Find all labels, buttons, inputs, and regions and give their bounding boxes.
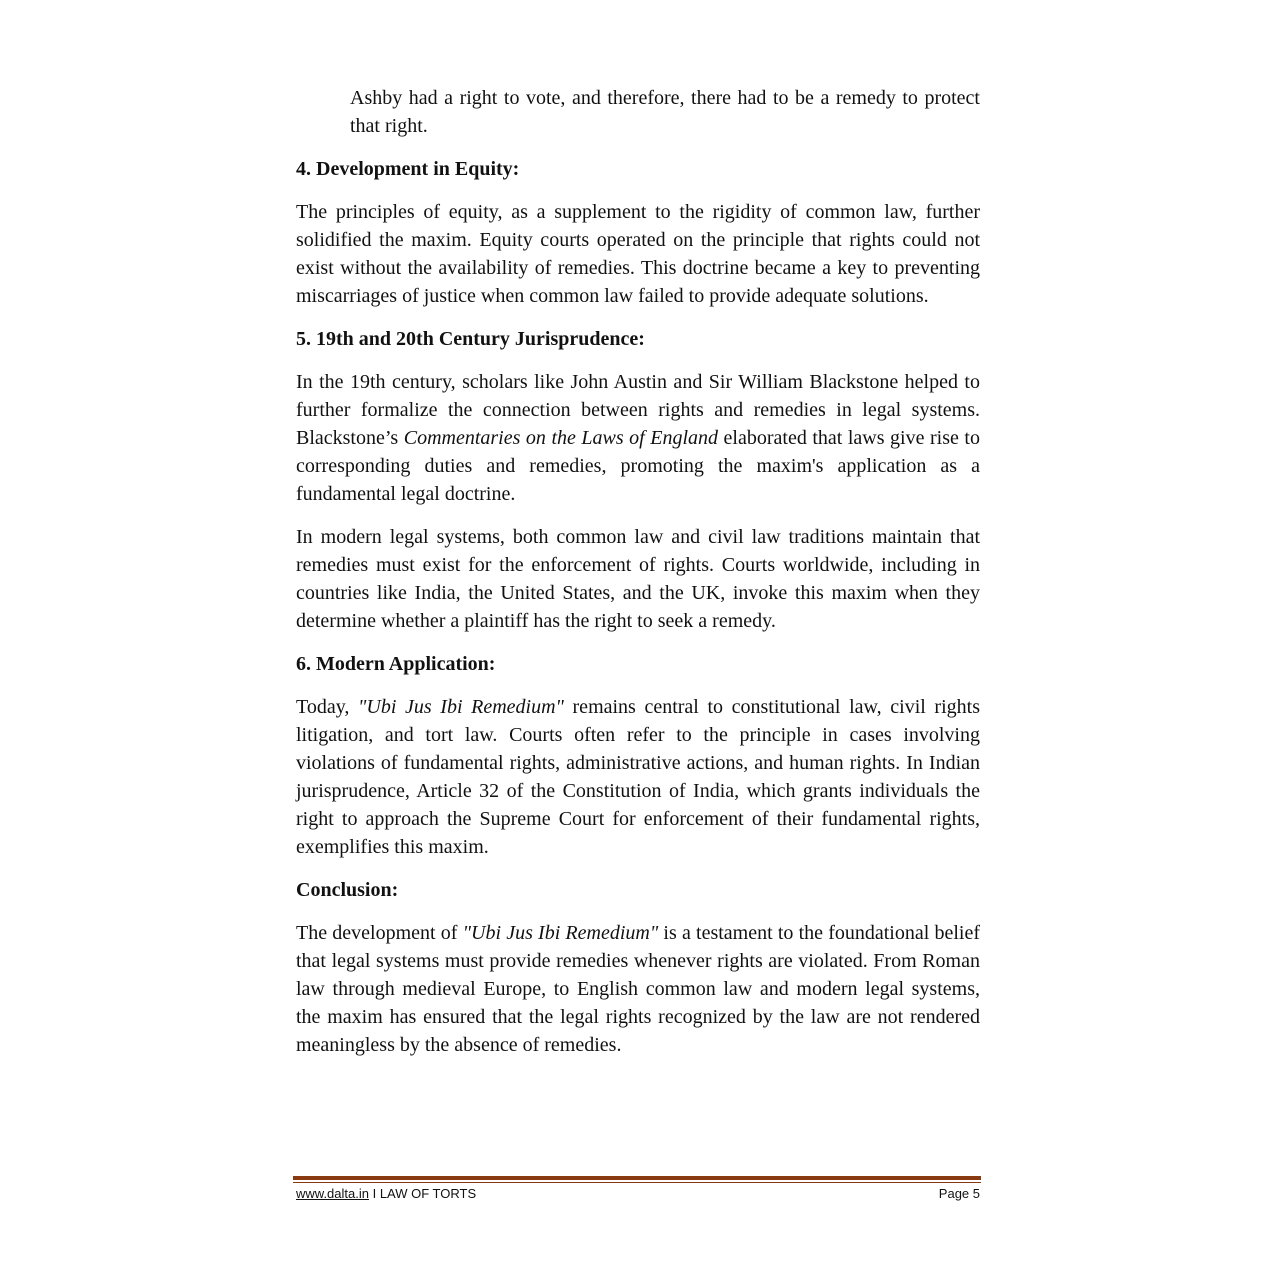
text-run: elaborated that laws give rise to corresponding duties and remedies, promoting the maxim's application as a fundamental legal doctrine. (296, 427, 980, 505)
text-run: Today, (296, 696, 359, 718)
paragraph-equity: The principles of equity, as a supplement to the rigidity of common law, further solidified the maxim. Equity courts operated on the principle that rights could not exist without the availability of remedies. This doctrine became a key to preventing miscarriages of justice when common law failed to provide adequate solutions. (296, 201, 980, 307)
text-run: In the 19th century, scholars like John Austin and Sir William Blackstone helped to further formalize the connection between rights and remedies in legal systems. Blackstone’s (296, 371, 980, 449)
maxim-italic: "Ubi Jus Ibi Remedium" (462, 922, 659, 944)
footer-website-link[interactable]: www.dalta.in (296, 1186, 369, 1201)
footer-rule-thick (293, 1176, 981, 1180)
footer-rule-thin (293, 1182, 981, 1183)
heading-modern-application: 6. Modern Application: (296, 653, 496, 675)
heading-development-in-equity: 4. Development in Equity: (296, 158, 520, 180)
heading-conclusion: Conclusion: (296, 879, 399, 901)
maxim-italic: "Ubi Jus Ibi Remedium" (358, 696, 564, 718)
paragraph-intro: Ashby had a right to vote, and therefore, there had to be a remedy to protect that right. (350, 87, 980, 137)
text-run: The development of (296, 922, 463, 944)
text-run: remains central to constitutional law, civil rights litigation, and tort law. Courts often refer to the principle in cases involving violations of fundamental rights, administrative actions, and human rights. In Indian jurisprudence, Article 32 of the Constitution of India, which grants individuals the right to approach the Supreme Court for enforcement of their fundamental rights, exemplifies this maxim. (296, 696, 980, 858)
page-footer (296, 1186, 980, 1201)
book-title: Commentaries on the Laws of England (403, 427, 719, 449)
paragraph-blackstone (296, 368, 980, 508)
heading-19th-20th-century: 5. 19th and 20th Century Jurisprudence: (296, 328, 645, 350)
page-number: Page 5 (938, 1186, 980, 1201)
page-body (296, 84, 980, 1074)
footer-left (296, 1186, 476, 1201)
footer-book-title: I LAW OF TORTS (368, 1186, 477, 1201)
footer-divider (293, 1176, 981, 1183)
paragraph-modern-application (296, 693, 980, 861)
text-run: is a testament to the foundational belief that legal systems must provide remedies whenever rights are violated. From Roman law through medieval Europe, to English common law and modern legal systems, the maxim has ensured that the legal rights recognized by the law are not rendered meaningless by the absence of remedies. (296, 922, 980, 1056)
paragraph-conclusion (296, 919, 980, 1059)
paragraph-modern-systems: In modern legal systems, both common law and civil law traditions maintain that remedies must exist for the enforcement of rights. Courts worldwide, including in countries like India, the United States, and the UK, invoke this maxim when they determine whether a plaintiff has the right to seek a remedy. (296, 526, 980, 632)
